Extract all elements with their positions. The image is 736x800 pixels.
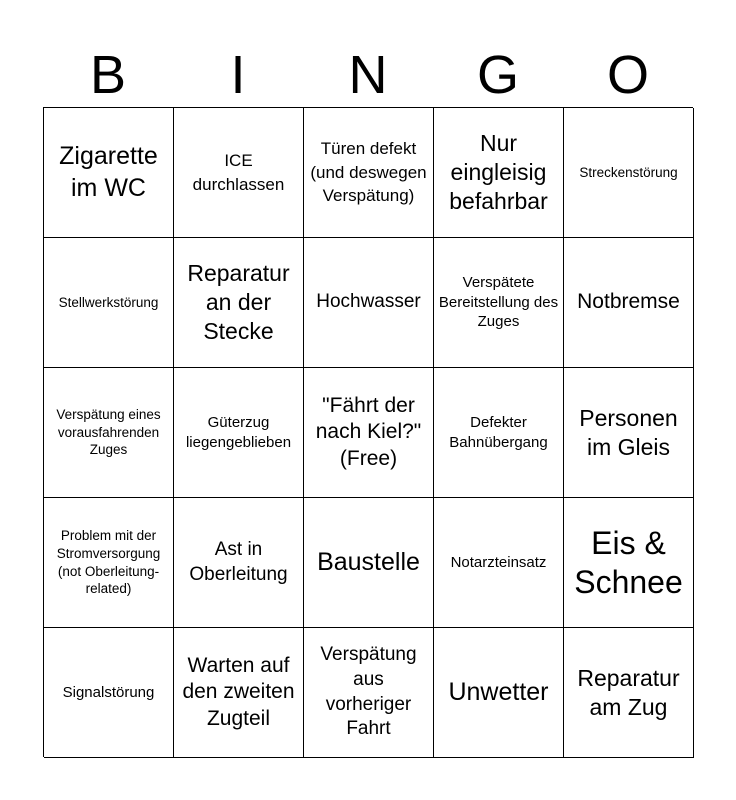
bingo-cell-label: "Fährt der nach Kiel?" (Free) [315, 394, 422, 470]
header-letter-g: G [476, 45, 519, 105]
bingo-cell-label: Personen im Gleis [579, 404, 678, 460]
bingo-cell-label: Notbremse [577, 290, 680, 314]
bingo-cell[interactable] [44, 108, 174, 238]
bingo-cell-label: Reparatur am Zug [577, 664, 680, 720]
bingo-cell[interactable] [174, 498, 304, 628]
bingo-cell-label: Ast in Oberleitung [189, 538, 288, 585]
header-letter-b: B [89, 45, 127, 105]
bingo-cell[interactable] [434, 368, 564, 498]
bingo-cell[interactable] [564, 108, 694, 238]
bingo-cell-label: Baustelle [317, 547, 420, 576]
bingo-cell[interactable] [174, 368, 304, 498]
bingo-cell[interactable] [434, 498, 564, 628]
bingo-cell-label: Verspätete Bereitstellung des Zuges [438, 274, 559, 331]
bingo-cell-label: Reparatur an der Stecke [187, 260, 290, 344]
bingo-cell-label: Türen defekt (und deswegen Verspätung) [310, 138, 427, 206]
bingo-cell[interactable] [564, 498, 694, 628]
bingo-cell-label: Verspätung eines vorausfahrenden Zuges [56, 407, 161, 458]
bingo-cell-label: Unwetter [448, 677, 549, 706]
bingo-cell-label: Defekter Bahnübergang [449, 414, 548, 451]
bingo-cell[interactable] [434, 108, 564, 238]
bingo-cell[interactable] [564, 238, 694, 368]
bingo-cell[interactable] [44, 498, 174, 628]
bingo-cell-label: Streckenstörung [579, 164, 678, 180]
bingo-cell[interactable] [304, 238, 434, 368]
bingo-cell-label: ICE durchlassen [192, 150, 285, 194]
bingo-header [43, 42, 693, 108]
bingo-cell[interactable] [174, 108, 304, 238]
bingo-cell-label: Signalstörung [62, 683, 155, 701]
bingo-cell[interactable] [564, 628, 694, 758]
bingo-cell-label: Verspätung aus vorheriger Fahrt [320, 644, 417, 740]
bingo-cell[interactable] [304, 498, 434, 628]
bingo-cell-label: Hochwasser [316, 291, 421, 313]
bingo-cell-label: Zigarette im WC [59, 142, 158, 202]
bingo-cell-label: Problem mit der Stromversorgung (not Oberleitung-related) [56, 528, 161, 597]
bingo-cell[interactable] [434, 238, 564, 368]
bingo-cell[interactable] [434, 628, 564, 758]
bingo-cell-label: Eis & Schnee [574, 525, 683, 600]
bingo-board [43, 107, 693, 757]
bingo-cell[interactable] [44, 628, 174, 758]
bingo-cell-label: Güterzug liegengeblieben [185, 414, 292, 451]
header-letter-n: N [348, 45, 388, 105]
bingo-cell[interactable] [44, 238, 174, 368]
bingo-cell[interactable] [44, 368, 174, 498]
bingo-cell-free[interactable] [304, 368, 434, 498]
bingo-cell[interactable] [174, 238, 304, 368]
bingo-cell-label: Notarzteinsatz [450, 553, 547, 571]
bingo-cell-label: Warten auf den zweiten Zugteil [182, 654, 295, 730]
header-letter-i: I [230, 45, 246, 105]
bingo-cell-label: Stellwerkstörung [58, 294, 159, 310]
bingo-cell[interactable] [174, 628, 304, 758]
bingo-cell-label: Nur eingleisig befahrbar [449, 130, 548, 214]
bingo-cell[interactable] [564, 368, 694, 498]
header-letter-o: O [606, 45, 649, 105]
bingo-cell[interactable] [304, 108, 434, 238]
bingo-cell[interactable] [304, 628, 434, 758]
